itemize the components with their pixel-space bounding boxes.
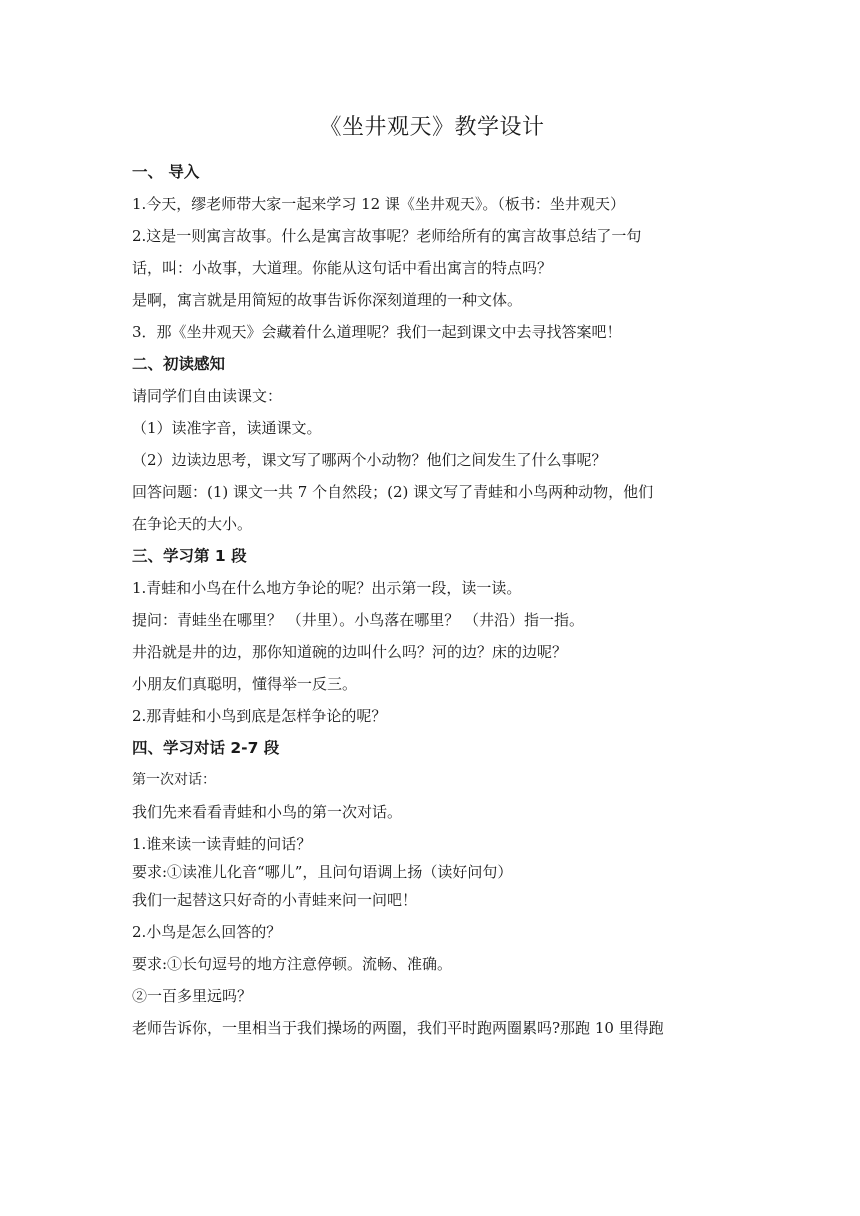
paragraph: 井沿就是井的边，那你知道碗的边叫什么吗？河的边？床的边呢？ — [132, 643, 568, 661]
paragraph: 3．那《坐井观天》会藏着什么道理呢？我们一起到课文中去寻找答案吧！ — [132, 323, 622, 341]
paragraph: 我们先来看看青蛙和小鸟的第一次对话。 — [132, 803, 403, 821]
paragraph: 2.小鸟是怎么回答的？ — [132, 923, 282, 941]
section-heading-dialogue: 四、学习对话 2-7 段 — [132, 739, 280, 757]
section-heading-intro: 一、 导入 — [132, 163, 200, 181]
paragraph: 1.青蛙和小鸟在什么地方争论的呢？出示第一段，读一读。 — [132, 579, 522, 597]
paragraph: （1）读准字音，读通课文。 — [132, 419, 322, 437]
paragraph: 2.这是一则寓言故事。什么是寓言故事呢？老师给所有的寓言故事总结了一句 — [132, 227, 642, 245]
paragraph: 2.那青蛙和小鸟到底是怎样争论的呢？ — [132, 707, 387, 725]
paragraph: 在争论天的大小。 — [132, 515, 253, 533]
section-heading-paragraph-one: 三、学习第 1 段 — [132, 547, 247, 565]
paragraph: 我们一起替这只好奇的小青蛙来问一问吧！ — [132, 891, 418, 909]
paragraph: 请同学们自由读课文： — [132, 387, 283, 405]
section-heading-first-reading: 二、初读感知 — [132, 355, 226, 373]
paragraph: 要求:①读准儿化音“哪儿”，且问句语调上扬（读好问句） — [132, 863, 513, 881]
paragraph: 提问：青蛙坐在哪里？ （井里）。小鸟落在哪里？ （井沿）指一指。 — [132, 611, 585, 629]
paragraph: （2）边读边思考，课文写了哪两个小动物？他们之间发生了什么事呢？ — [132, 451, 607, 469]
paragraph: 是啊，寓言就是用简短的故事告诉你深刻道理的一种文体。 — [132, 291, 523, 309]
paragraph: 话，叫：小故事，大道理。你能从这句话中看出寓言的特点吗？ — [132, 259, 553, 277]
paragraph: 要求:①长句逗号的地方注意停顿。流畅、准确。 — [132, 955, 453, 973]
paragraph: ②一百多里远吗？ — [132, 987, 253, 1005]
paragraph: 1.谁来读一读青蛙的问话？ — [132, 835, 312, 853]
subheading-first-dialogue: 第一次对话： — [132, 772, 216, 788]
paragraph: 回答问题：(1) 课文一共 7 个自然段；(2) 课文写了青蛙和小鸟两种动物，他们 — [132, 483, 654, 501]
paragraph: 1.今天，缪老师带大家一起来学习 12 课《坐井观天》。（板书：坐井观天） — [132, 195, 625, 213]
document-body — [132, 112, 732, 1044]
document-title: 《坐井观天》教学设计 — [319, 115, 545, 140]
paragraph: 小朋友们真聪明，懂得举一反三。 — [132, 675, 358, 693]
paragraph: 老师告诉你，一里相当于我们操场的两圈，我们平时跑两圈累吗?那跑 10 里得跑 — [132, 1019, 664, 1037]
